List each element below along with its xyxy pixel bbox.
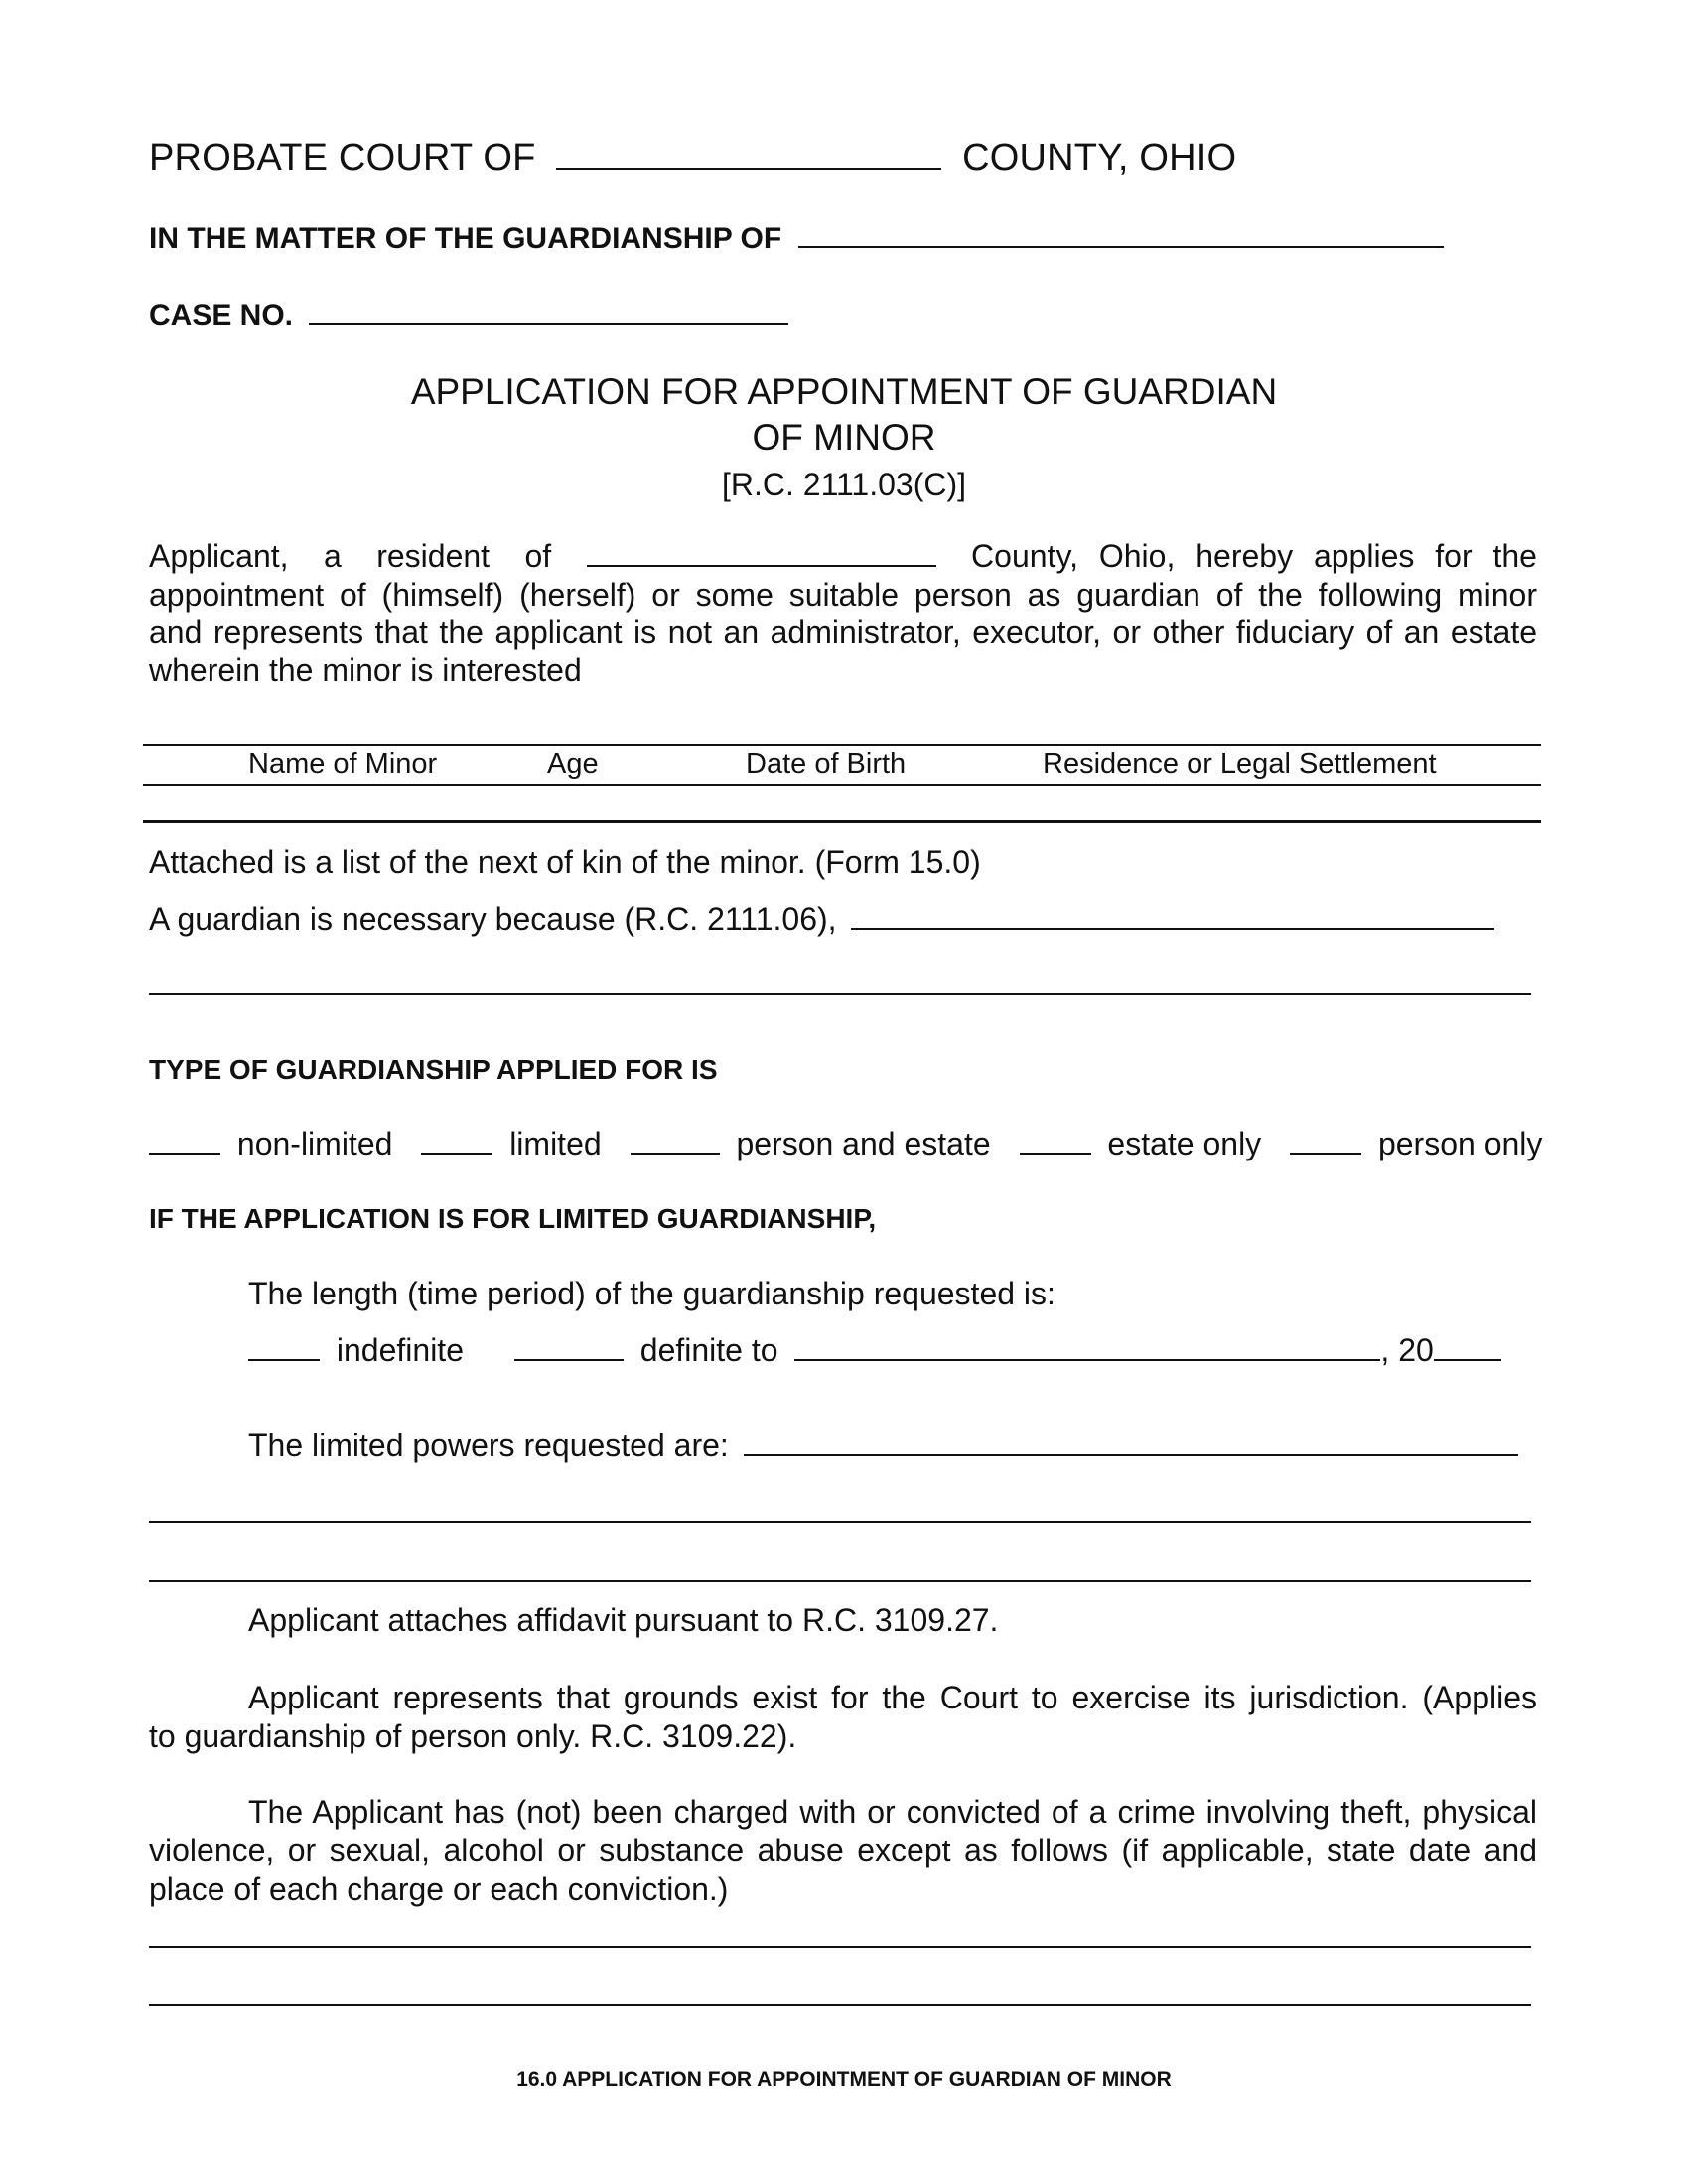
form-title-line1: APPLICATION FOR APPOINTMENT OF GUARDIAN [410,371,1278,412]
form-citation: [R.C. 2111.03(C)] [721,467,966,502]
powers-line [248,1428,1518,1464]
ward-name-field[interactable] [798,245,1444,248]
type-options-row [149,1126,1542,1162]
checkbox-estate-only[interactable] [1020,1152,1091,1155]
criminal-answer-line-2[interactable] [149,2004,1531,2006]
jurisdiction-line1: Applicant represents that grounds exist for the Court to exercise its jurisdiction. (Applies [248,1680,1537,1715]
county-field[interactable] [556,167,941,170]
court-prefix: PROBATE COURT OF [149,137,536,179]
case-number-line [149,299,788,333]
option-non-limited: non-limited [236,1126,393,1161]
checkbox-definite[interactable] [514,1358,624,1361]
necessity-continuation-line[interactable] [149,993,1531,995]
type-section-heading: TYPE OF GUARDIANSHIP APPLIED FOR IS [149,1054,718,1085]
powers-continuation-line-2[interactable] [149,1580,1531,1582]
definite-date-field[interactable] [794,1358,1380,1361]
col-date-of-birth: Date of Birth [746,749,907,780]
checkbox-non-limited[interactable] [149,1152,220,1155]
option-person-and-estate: person and estate [736,1126,991,1161]
intro-word-resident: resident [376,538,491,574]
checkbox-person-only[interactable] [1290,1152,1361,1155]
powers-continuation-line-1[interactable] [149,1521,1531,1523]
criminal-answer-line-1[interactable] [149,1946,1531,1948]
form-title-line2: OF MINOR [752,417,936,458]
intro-line3: and represents that the applicant is not an administrator, executor, or other fiduciary of an estate [149,614,1537,650]
powers-field[interactable] [744,1453,1518,1456]
col-residence: Residence or Legal Settlement [1043,749,1437,780]
resident-county-field[interactable] [587,564,936,567]
case-label: CASE NO. [149,299,294,332]
checkbox-person-and-estate[interactable] [631,1152,720,1155]
criminal-line1: The Applicant has (not) been charged with or convicted of a crime involving theft, physical [248,1794,1537,1830]
table-entry-line[interactable] [143,820,1541,823]
length-label: The length (time period) of the guardianship requested is: [248,1276,1055,1311]
year-field[interactable] [1434,1358,1501,1361]
col-age: Age [547,749,599,780]
col-name-of-minor: Name of Minor [248,749,438,780]
jurisdiction-line2: to guardianship of person only. R.C. 3109.22). [149,1718,797,1754]
checkbox-limited[interactable] [421,1152,492,1155]
option-limited: limited [509,1126,602,1161]
powers-label: The limited powers requested are: [248,1428,729,1463]
intro-word-of: of [524,538,552,574]
limited-section-heading: IF THE APPLICATION IS FOR LIMITED GUARDIANSHIP, [149,1203,877,1234]
intro-word-a: a [323,538,342,574]
case-number-field[interactable] [309,322,788,325]
matter-line [149,222,1444,256]
form-footer: 16.0 APPLICATION FOR APPOINTMENT OF GUARDIAN OF MINOR [516,2068,1172,2091]
court-suffix: COUNTY, OHIO [962,137,1237,179]
affidavit-statement: Applicant attaches affidavit pursuant to R.C. 3109.27. [248,1602,999,1638]
checkbox-indefinite[interactable] [248,1358,320,1361]
matter-label: IN THE MATTER OF THE GUARDIANSHIP OF [149,222,782,255]
intro-line1 [149,538,1537,575]
length-options-row [248,1332,1501,1369]
option-estate-only: estate only [1107,1126,1262,1161]
necessity-field[interactable] [851,927,1494,930]
year-prefix: , 20 [1380,1332,1434,1368]
option-person-only: person only [1377,1126,1543,1161]
next-of-kin-statement: Attached is a list of the next of kin of the minor. (Form 15.0) [149,844,981,880]
table-top-rule [143,744,1541,746]
criminal-line2: violence, or sexual, alcohol or substance abuse except as follows (if applicable, state date and [149,1833,1537,1868]
necessity-label: A guardian is necessary because (R.C. 2111.06), [149,901,837,937]
option-indefinite: indefinite [336,1332,464,1368]
option-definite: definite to [639,1332,778,1368]
intro-word-applicant: Applicant, [149,538,289,574]
intro-after-blank: County, Ohio, hereby applies for the [971,538,1537,574]
table-header-rule [143,784,1541,786]
criminal-line3: place of each charge or each conviction.) [149,1871,729,1907]
court-heading [149,137,1236,180]
necessity-line [149,901,1494,938]
intro-line2: appointment of (himself) (herself) or some suitable person as guardian of the following minor [149,577,1537,613]
intro-line4: wherein the minor is interested [149,652,582,688]
